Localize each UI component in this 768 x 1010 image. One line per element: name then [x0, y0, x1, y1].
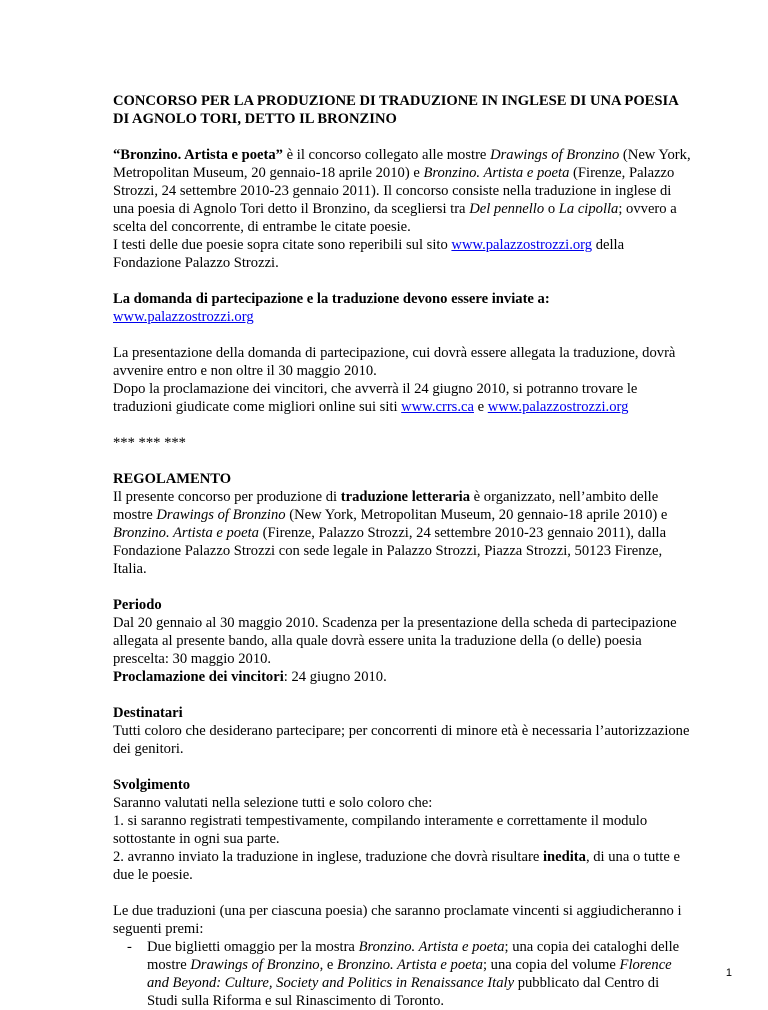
periodo-section — [113, 596, 693, 686]
periodo-heading — [113, 596, 693, 614]
list-item — [127, 938, 693, 1010]
periodo-paragraph: Dal 20 gennaio al 30 maggio 2010. Scadenza per la presentazione della scheda di partecipazione allegata al presente bando, alla quale dovrà essere unita la traduzione della (o delle) poesia prescelta: 30 maggio 2010. — [113, 615, 677, 667]
intro-text: ; ovvero a scelta del concorrente, di entrambe le citate poesie. — [113, 201, 677, 235]
exhibition-title: Bronzino. Artista e poeta — [113, 525, 259, 541]
destinatari-heading-text: Destinatari — [113, 705, 183, 721]
intro-paragraph — [113, 146, 693, 236]
regolamento-section — [113, 470, 693, 578]
svolgimento-emphasis: inedita — [542, 849, 586, 865]
svolgimento-section — [113, 776, 693, 884]
exhibition-title: Bronzino. Artista e poeta — [358, 939, 505, 955]
regolamento-text: è organizzato, nell’ambito delle mostre — [113, 489, 659, 523]
exhibition-title: Bronzino. Artista e poeta — [337, 957, 483, 973]
poem-title: Del pennello — [469, 201, 545, 217]
destinatari-paragraph: Tutti coloro che desiderano partecipare; per concorrenti di minore età è necessaria l’autorizzazione dei genitori. — [113, 723, 690, 757]
contest-name: “Bronzino. Artista e poeta” — [113, 147, 283, 163]
destinatari-heading — [113, 704, 693, 722]
winners-text: Dopo la proclamazione dei vincitori, che avverrà il 24 giugno 2010, si potranno trovare le traduzioni giudicate come migliori online sui siti — [113, 381, 638, 415]
exhibition-title: Drawings of Bronzino — [190, 957, 320, 973]
svolgimento-text: 2. avranno inviato la traduzione in inglese, traduzione che dovrà risultare — [113, 849, 543, 865]
intro-text: è il concorso collegato alle mostre — [282, 147, 491, 163]
submission-heading — [113, 290, 693, 308]
intro-text: (Firenze, Palazzo Strozzi, 24 settembre 2010-23 gennaio 2011). Il concorso consiste nella traduzione in inglese di una poesia di Agnolo Tori detto il Bronzino, da scegliersi tra — [113, 165, 675, 217]
regolamento-text: Il presente concorso per produzione di — [113, 489, 341, 505]
intro-text: (New York, Metropolitan Museum, 20 gennaio-18 aprile 2010) e — [113, 147, 691, 181]
exhibition-title: Drawings of Bronzino — [490, 147, 620, 163]
poem-title: La cipolla — [558, 201, 619, 217]
svolgimento-heading — [113, 776, 693, 794]
prize-text: pubblicato dal Centro di Studi sulla Riforma e sul Rinascimento di Toronto. — [147, 975, 660, 1009]
submission-link-line — [113, 308, 693, 326]
prize-text: Due biglietti omaggio per la mostra — [147, 939, 359, 955]
destinatari-section — [113, 704, 693, 758]
regolamento-text: (New York, Metropolitan Museum, 20 gennaio-18 aprile 2010) e — [285, 507, 668, 523]
svolgimento-intro: Saranno valutati nella selezione tutti e solo coloro che: — [113, 795, 433, 811]
poems-availability — [113, 236, 693, 272]
intro-section — [113, 146, 693, 272]
exhibition-title: Drawings of Bronzino — [156, 507, 286, 523]
page-number: 1 — [725, 967, 732, 979]
document-title: CONCORSO PER LA PRODUZIONE DI TRADUZIONE IN INGLESE DI UNA POESIA DI AGNOLO TORI, DETTO IL BRONZINO — [113, 93, 678, 127]
winners-text: e — [473, 399, 488, 415]
deadline-section — [113, 344, 693, 416]
regolamento-text: (Firenze, Palazzo Strozzi, 24 settembre 2010-23 gennaio 2011), dalla Fondazione Palazzo Strozzi con sede legale in Palazzo Strozzi, Piazza Strozzi, 50123 Firenze, Italia. — [113, 525, 667, 577]
svolgimento-item-2 — [113, 848, 693, 884]
regolamento-heading-text: REGOLAMENTO — [113, 471, 232, 487]
document-page — [113, 92, 693, 1010]
proclamation-date: : 24 giugno 2010. — [283, 669, 387, 685]
palazzostrozzi-link[interactable]: www.palazzostrozzi.org — [113, 309, 254, 325]
submission-heading-text: La domanda di partecipazione e la traduzione devono essere inviate a: — [113, 291, 550, 307]
intro-text: I testi delle due poesie sopra citate sono reperibili sul sito — [113, 237, 452, 253]
regolamento-emphasis: traduzione letteraria — [340, 489, 471, 505]
periodo-heading-text: Periodo — [113, 597, 162, 613]
prize-text: , e — [319, 957, 338, 973]
svolgimento-text: , di una o tutte e due le poesie. — [113, 849, 680, 883]
winners-paragraph — [113, 380, 693, 416]
crrs-link[interactable]: www.crrs.ca — [401, 399, 474, 415]
svolgimento-heading-text: Svolgimento — [113, 777, 191, 793]
regolamento-paragraph — [113, 488, 693, 578]
proclamation-label: Proclamazione dei vincitori — [113, 669, 284, 685]
palazzostrozzi-link[interactable]: www.palazzostrozzi.org — [487, 399, 629, 415]
list-bullet: - — [127, 939, 132, 955]
proclamation-line — [113, 668, 693, 686]
submission-section — [113, 290, 693, 326]
intro-text: o — [544, 201, 559, 217]
palazzostrozzi-link[interactable]: www.palazzostrozzi.org — [451, 237, 593, 253]
deadline-paragraph: La presentazione della domanda di partecipazione, cui dovrà essere allegata la traduzione, dovrà avvenire entro e non oltre il 30 maggio 2010. — [113, 345, 676, 379]
svolgimento-item-1: 1. si saranno registrati tempestivamente, compilando interamente e correttamente il modulo sottostante in ogni sua parte. — [113, 813, 648, 847]
section-separator: *** *** *** — [113, 435, 186, 451]
prize-text: ; una copia del volume — [482, 957, 620, 973]
regolamento-heading — [113, 470, 693, 488]
prizes-list — [113, 938, 693, 1010]
book-title: Florence and Beyond: Culture, Society and Politics in Renaissance Italy — [147, 957, 672, 991]
prize-text: ; una copia dei cataloghi delle mostre — [147, 939, 680, 973]
prizes-intro: Le due traduzioni (una per ciascuna poesia) che saranno proclamate vincenti si aggiudicheranno i seguenti premi: — [113, 903, 682, 937]
exhibition-title: Bronzino. Artista e poeta — [423, 165, 570, 181]
intro-text: della Fondazione Palazzo Strozzi. — [113, 237, 625, 271]
